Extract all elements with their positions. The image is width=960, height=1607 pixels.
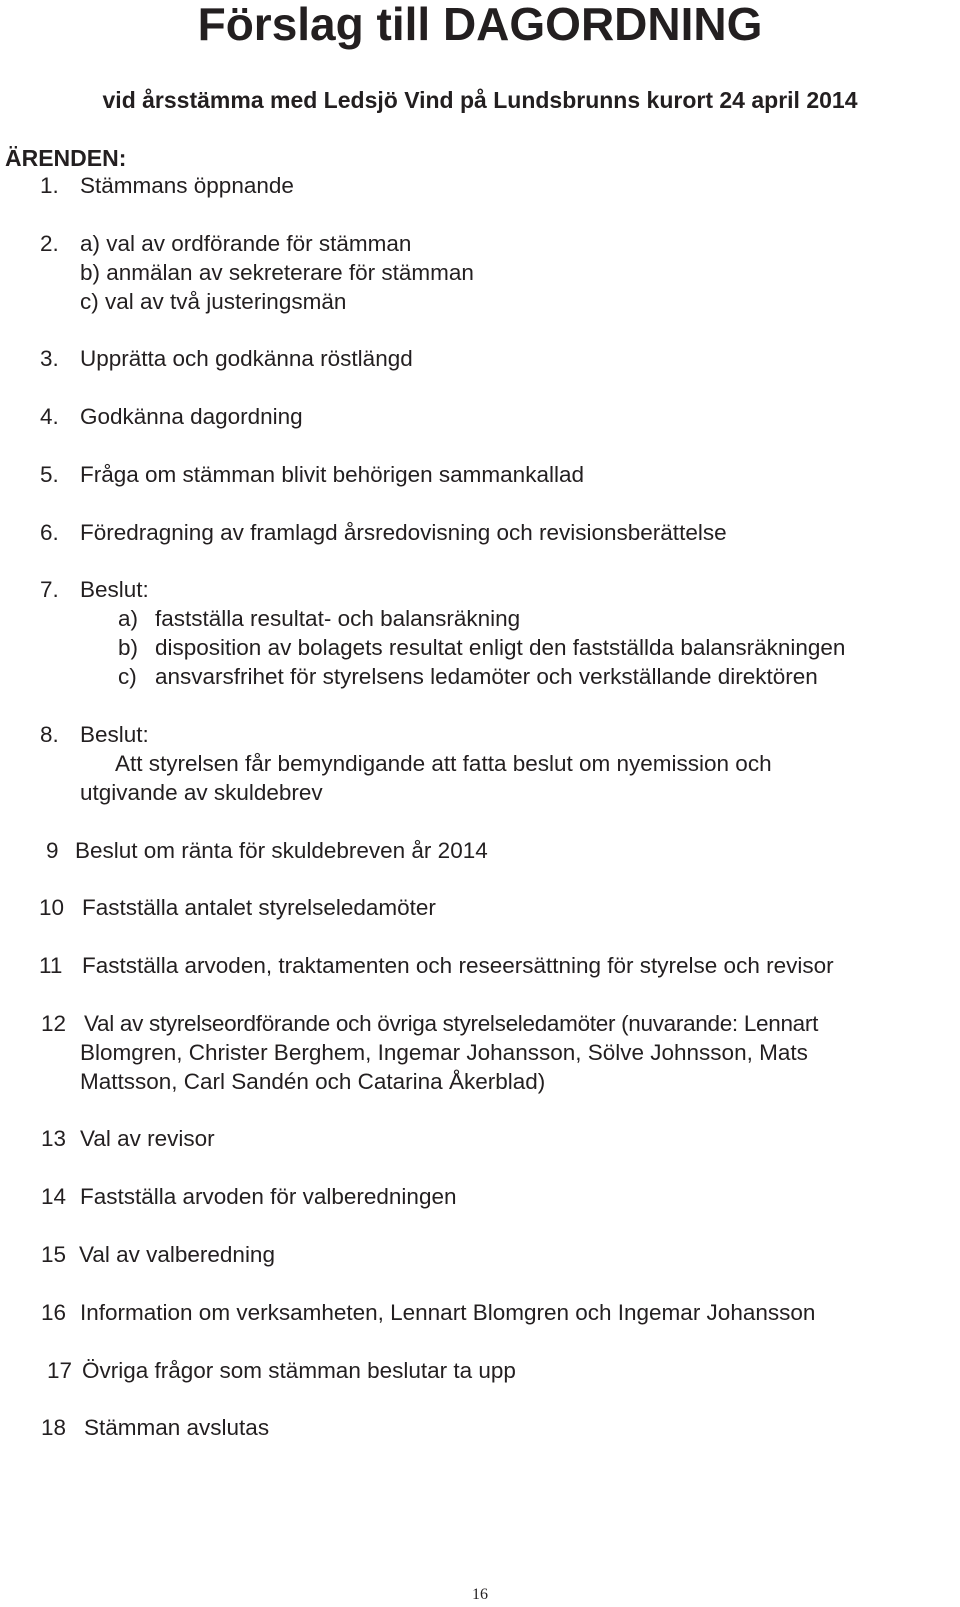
item-number: 2. (40, 231, 59, 256)
item-text: Information om verksamheten, Lennart Blomgren och Ingemar Johansson (80, 1300, 816, 1325)
item-subline: Blomgren, Christer Berghem, Ingemar Johansson, Sölve Johnsson, Mats (80, 1040, 808, 1065)
item-text: Fastställa arvoden för valberedningen (80, 1184, 457, 1209)
item-number: 17 (47, 1358, 73, 1383)
item-text: Upprätta och godkänna röstlängd (80, 346, 413, 371)
item-number: 9 (46, 838, 59, 863)
item-number: 4. (40, 404, 59, 429)
item-text: Stämmans öppnande (80, 173, 294, 198)
item-number: 15 (41, 1242, 67, 1267)
item-number: 10 (39, 895, 65, 920)
item-subline: c) val av två justeringsmän (80, 289, 347, 314)
sub-item-text: disposition av bolagets resultat enligt den fastställda balansräkningen (155, 635, 846, 660)
item-text: Föredragning av framlagd årsredovisning och revisionsberättelse (80, 520, 727, 545)
item-text: Fastställa arvoden, traktamenten och reseersättning för styrelse och revisor (82, 953, 834, 978)
item-number: 16 (41, 1300, 67, 1325)
item-text: Beslut: (80, 577, 149, 602)
item-subline: Val av styrelseordförande och övriga styrelseledamöter (nuvarande: Lennart (84, 1011, 819, 1036)
item-subline: Mattsson, Carl Sandén och Catarina Åkerblad) (80, 1069, 546, 1094)
item-number: 14 (41, 1184, 67, 1209)
item-number: 3. (40, 346, 59, 371)
item-text: Val av valberedning (79, 1242, 275, 1267)
item-number: 13 (41, 1126, 67, 1151)
item-text: Övriga frågor som stämman beslutar ta upp (82, 1358, 516, 1383)
item-number: 8. (40, 722, 59, 747)
item-subline: a) val av ordförande för stämman (80, 231, 412, 256)
item-number: 7. (40, 577, 59, 602)
item-text: Fastställa antalet styrelseledamöter (82, 895, 436, 920)
item-subline: utgivande av skuldebrev (80, 780, 323, 805)
item-text: Beslut: (80, 722, 149, 747)
item-number: 18 (41, 1415, 67, 1440)
item-number: 6. (40, 520, 59, 545)
item-subline: b) anmälan av sekreterare för stämman (80, 260, 474, 285)
item-text: Stämman avslutas (84, 1415, 270, 1440)
document-subtitle: vid årsstämma med Ledsjö Vind på Lundsbrunns kurort 24 april 2014 (102, 87, 858, 113)
item-number: 12 (41, 1011, 67, 1036)
section-heading: ÄRENDEN: (5, 145, 127, 171)
item-number: 1. (40, 173, 59, 198)
item-text: Beslut om ränta för skuldebreven år 2014 (75, 838, 488, 863)
item-subline: Att styrelsen får bemyndigande att fatta beslut om nyemission och (115, 751, 772, 776)
item-number: 5. (40, 462, 59, 487)
item-text: Val av revisor (80, 1126, 215, 1151)
item-text: Fråga om stämman blivit behörigen sammankallad (80, 462, 584, 487)
document-title: Förslag till DAGORDNING (197, 0, 763, 50)
sub-item-text: fastställa resultat- och balansräkning (155, 606, 521, 631)
item-text: Godkänna dagordning (80, 404, 303, 429)
item-number: 11 (39, 953, 63, 978)
sub-item-letter: c) (118, 664, 137, 689)
sub-item-text: ansvarsfrihet för styrelsens ledamöter och verkställande direktören (155, 664, 818, 689)
sub-item-letter: a) (118, 606, 139, 631)
sub-item-letter: b) (118, 635, 139, 660)
page-number: 16 (472, 1586, 488, 1603)
